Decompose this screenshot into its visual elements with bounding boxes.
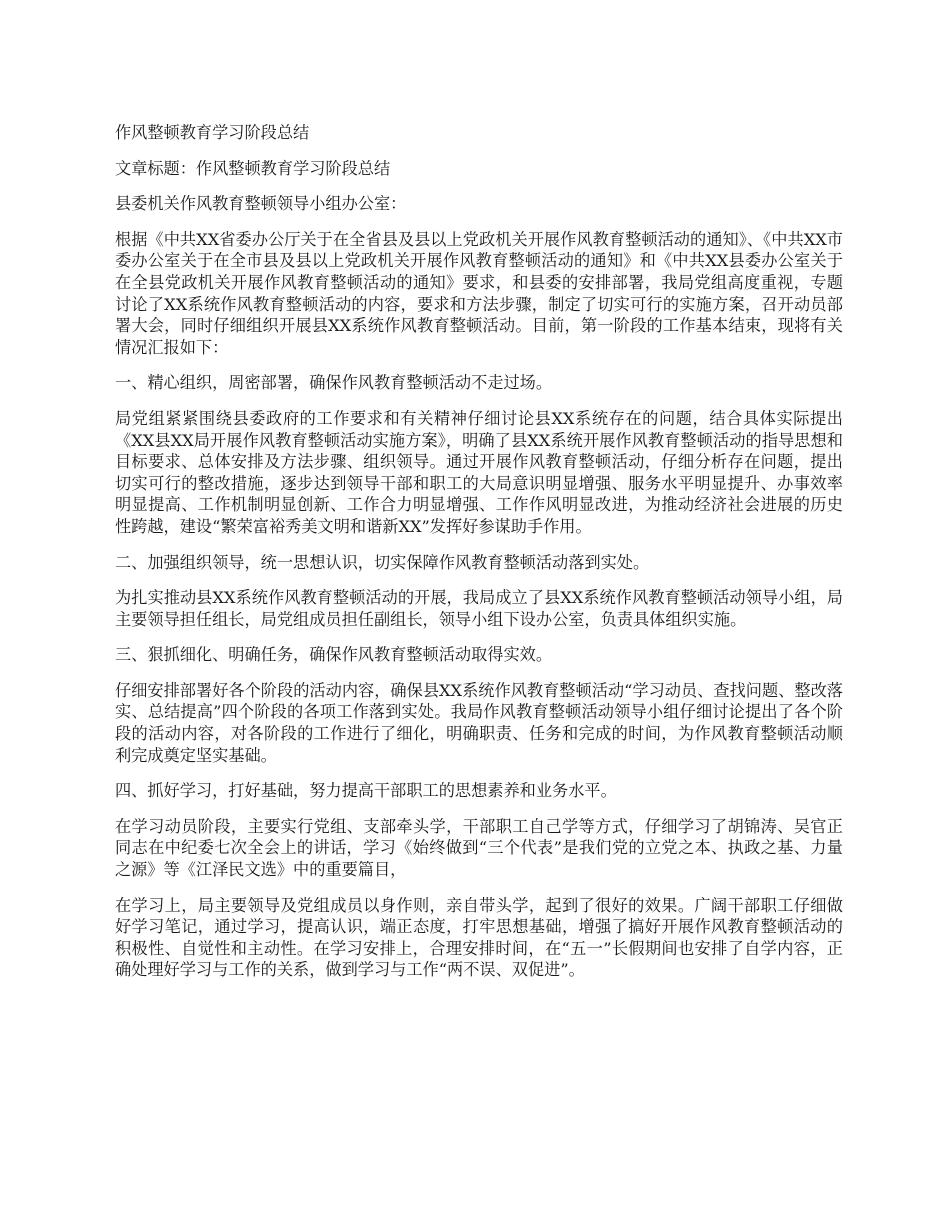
document-title: 作风整顿教育学习阶段总结 [115,123,310,142]
section-heading-3: 三、狠抓细化、明确任务，确保作风教育整顿活动取得实效。 [115,645,553,665]
section-heading-4: 四、抓好学习，打好基础，努力提高干部职工的思想素养和业务水平。 [115,781,617,801]
document-page [115,122,843,995]
section-heading-1: 一、精心组织，周密部署，确保作风教育整顿活动不走过场。 [115,373,553,393]
section-body-1: 局党组紧紧围绕县委政府的工作要求和有关精神仔细讨论县XX系统存在的问题，结合具体实际提出《XX县XX局开展作风教育整顿活动实施方案》，明确了县XX系统开展作风教育整顿活动的指导思想和目标要求、总体安排及方法步骤、组织领导。通过开展作风教育整顿活动，仔细分析存在问题，提出切实可行的整改措施，逐步达到领导干部和职工的大局意识明显增强、服务水平明显提升、办事效率明显提高、工作机制明显创新、工作合力明显增强、工作作风明显改进，为推动经济社会进展的历史性跨越，建设“繁荣富裕秀美文明和谐新XX”发挥好参谋助手作用。 [115,408,843,536]
section-body-2: 为扎实推动县XX系统作风教育整顿活动的开展，我局成立了县XX系统作风教育整顿活动领导小组，局主要领导担任组长，局党组成员担任副组长，领导小组下设办公室，负责具体组织实施。 [115,588,843,629]
intro-paragraph: 根据《中共XX省委办公厅关于在全省县及县以上党政机关开展作风教育整顿活动的通知》、《中共XX市委办公室关于在全市县及县以上党政机关开展作风教育整顿活动的通知》和《中共XX县委办公室关于在全县党政机关开展作风教育整顿活动的通知》要求，和县委的安排部署，我局党组高度重视，专题讨论了XX系统作风教育整顿活动的内容，要求和方法步骤，制定了切实可行的实施方案，召开动员部署大会，同时仔细组织开展县XX系统作风教育整顿活动。目前，第一阶段的工作基本结束，现将有关情况汇报如下： [115,229,843,357]
section-body-4b: 在学习上，局主要领导及党组成员以身作则，亲自带头学，起到了很好的效果。广阔干部职工仔细做好学习笔记，通过学习，提高认识，端正态度，打牢思想基础，增强了搞好开展作风教育整顿活动的积极性、自觉性和主动性。在学习安排上，合理安排时间，在“五一”长假期间也安排了自学内容，正确处理好学习与工作的关系，做到学习与工作“两不误、双促进”。 [115,895,843,980]
salutation: 县委机关作风教育整顿领导小组办公室： [115,194,407,214]
section-heading-2: 二、加强组织领导，统一思想认识，切实保障作风教育整顿活动落到实处。 [115,552,650,572]
section-body-3: 仔细安排部署好各个阶段的活动内容，确保县XX系统作风教育整顿活动“学习动员、查找问题、整改落实、总结提高”四个阶段的各项工作落到实处。我局作风教育整顿活动领导小组仔细讨论提出了各个阶段的活动内容，对各阶段的工作进行了细化，明确职责、任务和完成的时间，为作风教育整顿活动顺利完成奠定坚实基础。 [115,680,843,765]
article-title-line: 文章标题：作风整顿教育学习阶段总结 [115,158,391,178]
section-body-4a: 在学习动员阶段，主要实行党组、支部牵头学，干部职工自己学等方式，仔细学习了胡锦涛、吴官正同志在中纪委七次全会上的讲话，学习《始终做到“三个代表”是我们党的立党之本、执政之基、力量之源》等《江泽民文选》中的重要篇目， [115,816,843,880]
